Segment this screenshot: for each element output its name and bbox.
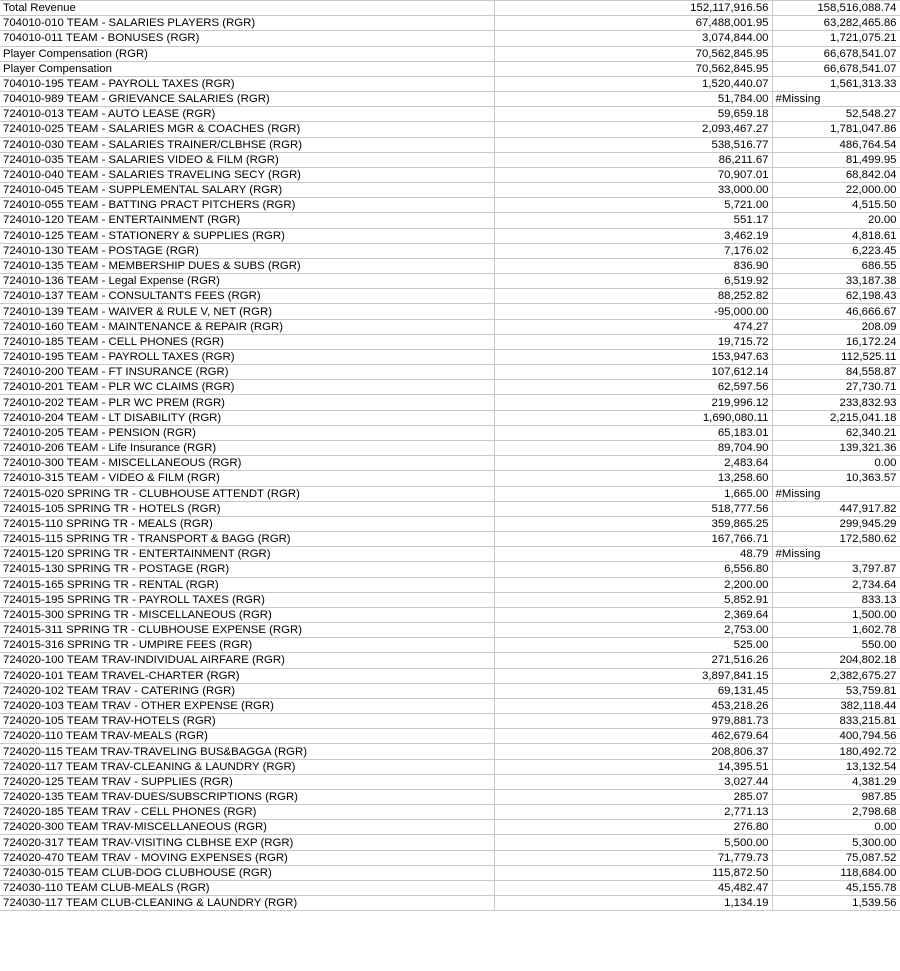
account-label-cell[interactable]: 724020-102 TEAM TRAV - CATERING (RGR): [0, 683, 494, 698]
prior-value-cell[interactable]: 0.00: [772, 456, 900, 471]
current-value-cell[interactable]: 3,027.44: [494, 774, 772, 789]
table-row: [0, 577, 900, 592]
current-value-cell[interactable]: 33,000.00: [494, 183, 772, 198]
table-row: [0, 562, 900, 577]
current-value-cell[interactable]: 65,183.01: [494, 425, 772, 440]
account-label-cell[interactable]: 724015-311 SPRING TR - CLUBHOUSE EXPENSE (RGR): [0, 623, 494, 638]
prior-value-cell[interactable]: 299,945.29: [772, 516, 900, 531]
prior-value-cell[interactable]: 1,500.00: [772, 607, 900, 622]
prior-value-cell[interactable]: #Missing: [772, 547, 900, 562]
current-value-cell[interactable]: 70,562,845.95: [494, 46, 772, 61]
current-value-cell[interactable]: 5,500.00: [494, 835, 772, 850]
account-label-cell[interactable]: Player Compensation (RGR): [0, 46, 494, 61]
current-value-cell[interactable]: 59,659.18: [494, 107, 772, 122]
account-label-cell[interactable]: 724015-120 SPRING TR - ENTERTAINMENT (RGR): [0, 547, 494, 562]
current-value-cell[interactable]: 3,462.19: [494, 228, 772, 243]
prior-value-cell[interactable]: 1,781,047.86: [772, 122, 900, 137]
current-value-cell[interactable]: 474.27: [494, 319, 772, 334]
table-row: [0, 365, 900, 380]
account-label-cell[interactable]: 724015-105 SPRING TR - HOTELS (RGR): [0, 501, 494, 516]
table-row: [0, 759, 900, 774]
prior-value-cell[interactable]: 139,321.36: [772, 440, 900, 455]
prior-value-cell[interactable]: 66,678,541.07: [772, 46, 900, 61]
table-row: [0, 714, 900, 729]
table-row: [0, 167, 900, 182]
account-label-cell[interactable]: 724020-125 TEAM TRAV - SUPPLIES (RGR): [0, 774, 494, 789]
table-row: [0, 107, 900, 122]
prior-value-cell[interactable]: 1,602.78: [772, 623, 900, 638]
prior-value-cell[interactable]: 0.00: [772, 820, 900, 835]
current-value-cell[interactable]: 836.90: [494, 258, 772, 273]
account-label-cell[interactable]: 724020-105 TEAM TRAV-HOTELS (RGR): [0, 714, 494, 729]
prior-value-cell[interactable]: 550.00: [772, 638, 900, 653]
table-row: [0, 668, 900, 683]
account-label-cell[interactable]: 724010-120 TEAM - ENTERTAINMENT (RGR): [0, 213, 494, 228]
account-label-cell[interactable]: 724015-316 SPRING TR - UMPIRE FEES (RGR): [0, 638, 494, 653]
current-value-cell[interactable]: 3,074,844.00: [494, 31, 772, 46]
table-row: [0, 896, 900, 911]
account-label-cell[interactable]: 724030-117 TEAM CLUB-CLEANING & LAUNDRY (RGR): [0, 896, 494, 911]
account-label-cell[interactable]: 724010-136 TEAM - Legal Expense (RGR): [0, 274, 494, 289]
table-row: [0, 410, 900, 425]
table-row: [0, 805, 900, 820]
table-row: [0, 592, 900, 607]
current-value-cell[interactable]: 45,482.47: [494, 880, 772, 895]
current-value-cell[interactable]: 153,947.63: [494, 349, 772, 364]
prior-value-cell[interactable]: 27,730.71: [772, 380, 900, 395]
account-label-cell[interactable]: 724020-317 TEAM TRAV-VISITING CLBHSE EXP (RGR): [0, 835, 494, 850]
current-value-cell[interactable]: 359,865.25: [494, 516, 772, 531]
current-value-cell[interactable]: 2,093,467.27: [494, 122, 772, 137]
account-label-cell[interactable]: 724010-137 TEAM - CONSULTANTS FEES (RGR): [0, 289, 494, 304]
current-value-cell[interactable]: 14,395.51: [494, 759, 772, 774]
current-value-cell[interactable]: 208,806.37: [494, 744, 772, 759]
table-row: [0, 456, 900, 471]
current-value-cell[interactable]: 71,779.73: [494, 850, 772, 865]
table-row: [0, 198, 900, 213]
prior-value-cell[interactable]: 10,363.57: [772, 471, 900, 486]
table-row: [0, 243, 900, 258]
current-value-cell[interactable]: 89,704.90: [494, 440, 772, 455]
current-value-cell[interactable]: 525.00: [494, 638, 772, 653]
current-value-cell[interactable]: 1,520,440.07: [494, 76, 772, 91]
table-row: [0, 789, 900, 804]
prior-value-cell[interactable]: 1,539.56: [772, 896, 900, 911]
prior-value-cell[interactable]: 4,818.61: [772, 228, 900, 243]
current-value-cell[interactable]: 518,777.56: [494, 501, 772, 516]
account-label-cell[interactable]: 724010-013 TEAM - AUTO LEASE (RGR): [0, 107, 494, 122]
prior-value-cell[interactable]: 52,548.27: [772, 107, 900, 122]
current-value-cell[interactable]: 115,872.50: [494, 865, 772, 880]
table-row: [0, 683, 900, 698]
prior-value-cell[interactable]: 833,215.81: [772, 714, 900, 729]
table-row: [0, 31, 900, 46]
current-value-cell[interactable]: 6,519.92: [494, 274, 772, 289]
account-label-cell[interactable]: 724020-300 TEAM TRAV-MISCELLANEOUS (RGR): [0, 820, 494, 835]
table-row: [0, 729, 900, 744]
prior-value-cell[interactable]: 53,759.81: [772, 683, 900, 698]
prior-value-cell[interactable]: 172,580.62: [772, 532, 900, 547]
prior-value-cell[interactable]: 382,118.44: [772, 698, 900, 713]
table-row: [0, 152, 900, 167]
prior-value-cell[interactable]: 833.13: [772, 592, 900, 607]
current-value-cell[interactable]: 2,771.13: [494, 805, 772, 820]
table-row: [0, 698, 900, 713]
current-value-cell[interactable]: 453,218.26: [494, 698, 772, 713]
table-row: [0, 501, 900, 516]
account-label-cell[interactable]: Player Compensation: [0, 61, 494, 76]
account-label-cell[interactable]: 724015-195 SPRING TR - PAYROLL TAXES (RGR): [0, 592, 494, 607]
table-row: [0, 774, 900, 789]
table-row: [0, 865, 900, 880]
account-label-cell[interactable]: 704010-989 TEAM - GRIEVANCE SALARIES (RGR): [0, 92, 494, 107]
table-row: [0, 638, 900, 653]
table-row: [0, 16, 900, 31]
account-label-cell[interactable]: 704010-195 TEAM - PAYROLL TAXES (RGR): [0, 76, 494, 91]
prior-value-cell[interactable]: 63,282,465.86: [772, 16, 900, 31]
current-value-cell[interactable]: 70,907.01: [494, 167, 772, 182]
current-value-cell[interactable]: -95,000.00: [494, 304, 772, 319]
prior-value-cell[interactable]: 1,561,313.33: [772, 76, 900, 91]
prior-value-cell[interactable]: 2,382,675.27: [772, 668, 900, 683]
prior-value-cell[interactable]: 158,516,088.74: [772, 1, 900, 16]
account-label-cell[interactable]: 724010-035 TEAM - SALARIES VIDEO & FILM (RGR): [0, 152, 494, 167]
current-value-cell[interactable]: 1,690,080.11: [494, 410, 772, 425]
current-value-cell[interactable]: 2,369.64: [494, 607, 772, 622]
table-row: [0, 653, 900, 668]
prior-value-cell[interactable]: 62,340.21: [772, 425, 900, 440]
account-label-cell[interactable]: 724010-206 TEAM - Life Insurance (RGR): [0, 440, 494, 455]
account-label-cell[interactable]: 724010-135 TEAM - MEMBERSHIP DUES & SUBS (RGR): [0, 258, 494, 273]
prior-value-cell[interactable]: 62,198.43: [772, 289, 900, 304]
account-label-cell[interactable]: 724010-200 TEAM - FT INSURANCE (RGR): [0, 365, 494, 380]
current-value-cell[interactable]: 152,117,916.56: [494, 1, 772, 16]
prior-value-cell[interactable]: 233,832.93: [772, 395, 900, 410]
table-row: [0, 547, 900, 562]
table-row: [0, 532, 900, 547]
account-label-cell[interactable]: 724015-165 SPRING TR - RENTAL (RGR): [0, 577, 494, 592]
current-value-cell[interactable]: 2,483.64: [494, 456, 772, 471]
table-row: [0, 471, 900, 486]
table-row: [0, 744, 900, 759]
account-label-cell[interactable]: 724020-135 TEAM TRAV-DUES/SUBSCRIPTIONS (RGR): [0, 789, 494, 804]
table-row: [0, 820, 900, 835]
current-value-cell[interactable]: 167,766.71: [494, 532, 772, 547]
current-value-cell[interactable]: 88,252.82: [494, 289, 772, 304]
account-label-cell[interactable]: 724010-025 TEAM - SALARIES MGR & COACHES (RGR): [0, 122, 494, 137]
current-value-cell[interactable]: 13,258.60: [494, 471, 772, 486]
table-row: [0, 258, 900, 273]
table-row: [0, 61, 900, 76]
table-row: [0, 440, 900, 455]
account-label-cell[interactable]: 724015-110 SPRING TR - MEALS (RGR): [0, 516, 494, 531]
current-value-cell[interactable]: 219,996.12: [494, 395, 772, 410]
spreadsheet-body: [0, 1, 900, 911]
account-label-cell[interactable]: 704010-010 TEAM - SALARIES PLAYERS (RGR): [0, 16, 494, 31]
account-label-cell[interactable]: 724015-130 SPRING TR - POSTAGE (RGR): [0, 562, 494, 577]
table-row: [0, 425, 900, 440]
account-label-cell[interactable]: 724030-110 TEAM CLUB-MEALS (RGR): [0, 880, 494, 895]
account-label-cell[interactable]: 724020-185 TEAM TRAV - CELL PHONES (RGR): [0, 805, 494, 820]
table-row: [0, 289, 900, 304]
prior-value-cell[interactable]: #Missing: [772, 92, 900, 107]
table-row: [0, 183, 900, 198]
prior-value-cell[interactable]: 66,678,541.07: [772, 61, 900, 76]
current-value-cell[interactable]: 5,852.91: [494, 592, 772, 607]
current-value-cell[interactable]: 462,679.64: [494, 729, 772, 744]
account-label-cell[interactable]: 724010-202 TEAM - PLR WC PREM (RGR): [0, 395, 494, 410]
account-label-cell[interactable]: 724020-117 TEAM TRAV-CLEANING & LAUNDRY (RGR): [0, 759, 494, 774]
table-row: [0, 213, 900, 228]
account-label-cell[interactable]: 724010-160 TEAM - MAINTENANCE & REPAIR (RGR): [0, 319, 494, 334]
prior-value-cell[interactable]: 45,155.78: [772, 880, 900, 895]
current-value-cell[interactable]: 70,562,845.95: [494, 61, 772, 76]
table-row: [0, 486, 900, 501]
account-label-cell[interactable]: 724010-185 TEAM - CELL PHONES (RGR): [0, 334, 494, 349]
prior-value-cell[interactable]: 84,558.87: [772, 365, 900, 380]
account-label-cell[interactable]: 724010-040 TEAM - SALARIES TRAVELING SECY (RGR): [0, 167, 494, 182]
account-label-cell[interactable]: 724010-195 TEAM - PAYROLL TAXES (RGR): [0, 349, 494, 364]
prior-value-cell[interactable]: 2,215,041.18: [772, 410, 900, 425]
account-label-cell[interactable]: 724015-020 SPRING TR - CLUBHOUSE ATTENDT (RGR): [0, 486, 494, 501]
current-value-cell[interactable]: 2,753.00: [494, 623, 772, 638]
account-label-cell[interactable]: 724010-204 TEAM - LT DISABILITY (RGR): [0, 410, 494, 425]
prior-value-cell[interactable]: 208.09: [772, 319, 900, 334]
prior-value-cell[interactable]: 2,734.64: [772, 577, 900, 592]
account-label-cell[interactable]: Total Revenue: [0, 1, 494, 16]
current-value-cell[interactable]: 1,665.00: [494, 486, 772, 501]
table-row: [0, 349, 900, 364]
account-label-cell[interactable]: 724020-100 TEAM TRAV-INDIVIDUAL AIRFARE (RGR): [0, 653, 494, 668]
prior-value-cell[interactable]: 13,132.54: [772, 759, 900, 774]
current-value-cell[interactable]: 67,488,001.95: [494, 16, 772, 31]
prior-value-cell[interactable]: 81,499.95: [772, 152, 900, 167]
prior-value-cell[interactable]: 204,802.18: [772, 653, 900, 668]
table-row: [0, 334, 900, 349]
table-row: [0, 1, 900, 16]
prior-value-cell[interactable]: 20.00: [772, 213, 900, 228]
current-value-cell[interactable]: 48.79: [494, 547, 772, 562]
account-label-cell[interactable]: 724010-130 TEAM - POSTAGE (RGR): [0, 243, 494, 258]
current-value-cell[interactable]: 285.07: [494, 789, 772, 804]
account-label-cell[interactable]: 724015-300 SPRING TR - MISCELLANEOUS (RGR): [0, 607, 494, 622]
current-value-cell[interactable]: 86,211.67: [494, 152, 772, 167]
prior-value-cell[interactable]: 33,187.38: [772, 274, 900, 289]
current-value-cell[interactable]: 979,881.73: [494, 714, 772, 729]
account-label-cell[interactable]: 724010-205 TEAM - PENSION (RGR): [0, 425, 494, 440]
current-value-cell[interactable]: 2,200.00: [494, 577, 772, 592]
prior-value-cell[interactable]: 486,764.54: [772, 137, 900, 152]
account-label-cell[interactable]: 724010-300 TEAM - MISCELLANEOUS (RGR): [0, 456, 494, 471]
account-label-cell[interactable]: 724020-470 TEAM TRAV - MOVING EXPENSES (RGR): [0, 850, 494, 865]
table-row: [0, 274, 900, 289]
prior-value-cell[interactable]: 118,684.00: [772, 865, 900, 880]
prior-value-cell[interactable]: #Missing: [772, 486, 900, 501]
current-value-cell[interactable]: 51,784.00: [494, 92, 772, 107]
prior-value-cell[interactable]: 75,087.52: [772, 850, 900, 865]
current-value-cell[interactable]: 538,516.77: [494, 137, 772, 152]
current-value-cell[interactable]: 62,597.56: [494, 380, 772, 395]
current-value-cell[interactable]: 5,721.00: [494, 198, 772, 213]
prior-value-cell[interactable]: 68,842.04: [772, 167, 900, 182]
prior-value-cell[interactable]: 46,666.67: [772, 304, 900, 319]
account-label-cell[interactable]: 724020-110 TEAM TRAV-MEALS (RGR): [0, 729, 494, 744]
table-row: [0, 137, 900, 152]
prior-value-cell[interactable]: 22,000.00: [772, 183, 900, 198]
prior-value-cell[interactable]: 4,381.29: [772, 774, 900, 789]
table-row: [0, 46, 900, 61]
account-label-cell[interactable]: 724030-015 TEAM CLUB-DOG CLUBHOUSE (RGR): [0, 865, 494, 880]
account-label-cell[interactable]: 704010-011 TEAM - BONUSES (RGR): [0, 31, 494, 46]
prior-value-cell[interactable]: 2,798.68: [772, 805, 900, 820]
prior-value-cell[interactable]: 5,300.00: [772, 835, 900, 850]
account-label-cell[interactable]: 724010-139 TEAM - WAIVER & RULE V, NET (RGR): [0, 304, 494, 319]
current-value-cell[interactable]: 271,516.26: [494, 653, 772, 668]
current-value-cell[interactable]: 107,612.14: [494, 365, 772, 380]
account-label-cell[interactable]: 724020-101 TEAM TRAVEL-CHARTER (RGR): [0, 668, 494, 683]
table-row: [0, 228, 900, 243]
prior-value-cell[interactable]: 6,223.45: [772, 243, 900, 258]
table-row: [0, 304, 900, 319]
current-value-cell[interactable]: 3,897,841.15: [494, 668, 772, 683]
prior-value-cell[interactable]: 447,917.82: [772, 501, 900, 516]
prior-value-cell[interactable]: 3,797.87: [772, 562, 900, 577]
table-row: [0, 380, 900, 395]
table-row: [0, 850, 900, 865]
current-value-cell[interactable]: 69,131.45: [494, 683, 772, 698]
current-value-cell[interactable]: 1,134.19: [494, 896, 772, 911]
prior-value-cell[interactable]: 4,515.50: [772, 198, 900, 213]
table-row: [0, 835, 900, 850]
prior-value-cell[interactable]: 686.55: [772, 258, 900, 273]
prior-value-cell[interactable]: 987.85: [772, 789, 900, 804]
table-row: [0, 880, 900, 895]
current-value-cell[interactable]: 7,176.02: [494, 243, 772, 258]
account-label-cell[interactable]: 724015-115 SPRING TR - TRANSPORT & BAGG (RGR): [0, 532, 494, 547]
current-value-cell[interactable]: 551.17: [494, 213, 772, 228]
current-value-cell[interactable]: 6,556.80: [494, 562, 772, 577]
table-row: [0, 122, 900, 137]
account-label-cell[interactable]: 724010-201 TEAM - PLR WC CLAIMS (RGR): [0, 380, 494, 395]
account-label-cell[interactable]: 724010-030 TEAM - SALARIES TRAINER/CLBHSE (RGR): [0, 137, 494, 152]
account-label-cell[interactable]: 724010-045 TEAM - SUPPLEMENTAL SALARY (RGR): [0, 183, 494, 198]
table-row: [0, 516, 900, 531]
table-row: [0, 623, 900, 638]
prior-value-cell[interactable]: 112,525.11: [772, 349, 900, 364]
account-label-cell[interactable]: 724020-103 TEAM TRAV - OTHER EXPENSE (RGR): [0, 698, 494, 713]
account-label-cell[interactable]: 724010-055 TEAM - BATTING PRACT PITCHERS (RGR): [0, 198, 494, 213]
table-row: [0, 395, 900, 410]
prior-value-cell[interactable]: 400,794.56: [772, 729, 900, 744]
account-label-cell[interactable]: 724020-115 TEAM TRAV-TRAVELING BUS&BAGGA (RGR): [0, 744, 494, 759]
prior-value-cell[interactable]: 180,492.72: [772, 744, 900, 759]
prior-value-cell[interactable]: 16,172.24: [772, 334, 900, 349]
account-label-cell[interactable]: 724010-315 TEAM - VIDEO & FILM (RGR): [0, 471, 494, 486]
current-value-cell[interactable]: 19,715.72: [494, 334, 772, 349]
table-row: [0, 76, 900, 91]
current-value-cell[interactable]: 276.80: [494, 820, 772, 835]
account-label-cell[interactable]: 724010-125 TEAM - STATIONERY & SUPPLIES (RGR): [0, 228, 494, 243]
table-row: [0, 607, 900, 622]
table-row: [0, 319, 900, 334]
prior-value-cell[interactable]: 1,721,075.21: [772, 31, 900, 46]
table-row: [0, 92, 900, 107]
